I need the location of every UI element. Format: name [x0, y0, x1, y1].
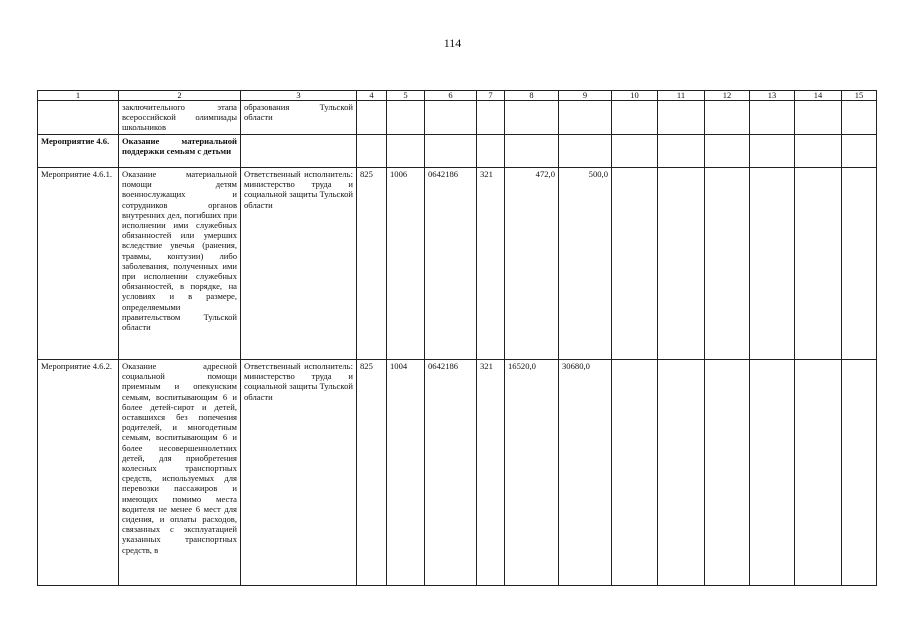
cell-15	[842, 168, 877, 360]
activity-description-cell: Оказание материальной поддержки семьям с детьми	[119, 135, 241, 168]
cell-8	[505, 135, 559, 168]
cell-15	[842, 101, 877, 135]
header-cell: 14	[795, 91, 842, 101]
cell-9: 500,0	[559, 168, 612, 360]
cell-4: 825	[357, 168, 387, 360]
cell-10	[612, 135, 658, 168]
header-row	[38, 91, 877, 101]
cell-13	[750, 135, 795, 168]
cell-5	[387, 135, 425, 168]
cell-12	[705, 135, 750, 168]
header-cell: 11	[658, 91, 705, 101]
cell-7	[477, 101, 505, 135]
cell-6	[425, 135, 477, 168]
executor-cell: Ответственный исполнитель: министерство труда и социальной защиты Тульской области	[241, 168, 357, 360]
cell-11	[658, 101, 705, 135]
header-cell: 10	[612, 91, 658, 101]
activity-code-cell: Мероприятие 4.6.	[38, 135, 119, 168]
cell-4: 825	[357, 360, 387, 586]
cell-13	[750, 360, 795, 586]
header-cell: 7	[477, 91, 505, 101]
cell-14	[795, 101, 842, 135]
cell-14	[795, 360, 842, 586]
cell-5: 1004	[387, 360, 425, 586]
cell-14	[795, 168, 842, 360]
activity-description-cell: Оказание адресной социальной помощи приемным и опекунским семьям, воспитывающим 6 и более детей-сирот и детей, оставшихся без попечения родителей, и многодетным семьям, воспитывающим 6 и более несовершеннолетних детей, для приобретения колесных транспортных средств, используемых для перевозки пассажиров и имеющих помимо места водителя не менее 6 мест для сидения, и оплаты расходов, связанных с эксплуатацией указанных транспортных средств, в	[119, 360, 241, 586]
cell-12	[705, 101, 750, 135]
cell-10	[612, 101, 658, 135]
cell-9	[559, 101, 612, 135]
header-cell: 9	[559, 91, 612, 101]
cell-5: 1006	[387, 168, 425, 360]
executor-cell	[241, 135, 357, 168]
header-cell: 12	[705, 91, 750, 101]
header-cell: 5	[387, 91, 425, 101]
table-row	[38, 135, 877, 168]
cell-4	[357, 135, 387, 168]
cell-9: 30680,0	[559, 360, 612, 586]
cell-9	[559, 135, 612, 168]
cell-11	[658, 168, 705, 360]
header-cell: 8	[505, 91, 559, 101]
cell-6: 0642186	[425, 360, 477, 586]
cell-10	[612, 360, 658, 586]
cell-11	[658, 135, 705, 168]
header-cell: 3	[241, 91, 357, 101]
table-row	[38, 360, 877, 586]
header-cell: 1	[38, 91, 119, 101]
cell-15	[842, 135, 877, 168]
activity-description-cell: заключительного этапа всероссийской олимпиады школьников	[119, 101, 241, 135]
cell-6	[425, 101, 477, 135]
cell-14	[795, 135, 842, 168]
page-number: 114	[443, 36, 462, 50]
budget-table	[37, 90, 877, 586]
executor-cell: Ответственный исполнитель: министерство труда и социальной защиты Тульской области	[241, 360, 357, 586]
cell-7	[477, 135, 505, 168]
cell-13	[750, 101, 795, 135]
cell-7: 321	[477, 360, 505, 586]
executor-cell: образования Тульской области	[241, 101, 357, 135]
activity-code-cell: Мероприятие 4.6.2.	[38, 360, 119, 586]
header-cell: 6	[425, 91, 477, 101]
activity-code-cell	[38, 101, 119, 135]
header-cell: 4	[357, 91, 387, 101]
cell-4	[357, 101, 387, 135]
header-cell: 15	[842, 91, 877, 101]
cell-10	[612, 168, 658, 360]
cell-8: 16520,0	[505, 360, 559, 586]
cell-12	[705, 168, 750, 360]
cell-7: 321	[477, 168, 505, 360]
cell-6: 0642186	[425, 168, 477, 360]
cell-8: 472,0	[505, 168, 559, 360]
activity-code-cell: Мероприятие 4.6.1.	[38, 168, 119, 360]
activity-description-cell: Оказание материальной помощи детям военнослужащих и сотрудников органов внутренних дел, погибших при исполнении ими служебных обязанностей или умерших вследствие увечья (ранения, травмы, контузии) либо заболевания, полученных ими при исполнении служебных обязанностей, в порядке, на условиях и в размере, определяемыми правительством Тульской области	[119, 168, 241, 360]
cell-5	[387, 101, 425, 135]
cell-13	[750, 168, 795, 360]
table-row	[38, 168, 877, 360]
cell-11	[658, 360, 705, 586]
header-cell: 2	[119, 91, 241, 101]
header-cell: 13	[750, 91, 795, 101]
cell-15	[842, 360, 877, 586]
cell-8	[505, 101, 559, 135]
cell-12	[705, 360, 750, 586]
table-row	[38, 101, 877, 135]
